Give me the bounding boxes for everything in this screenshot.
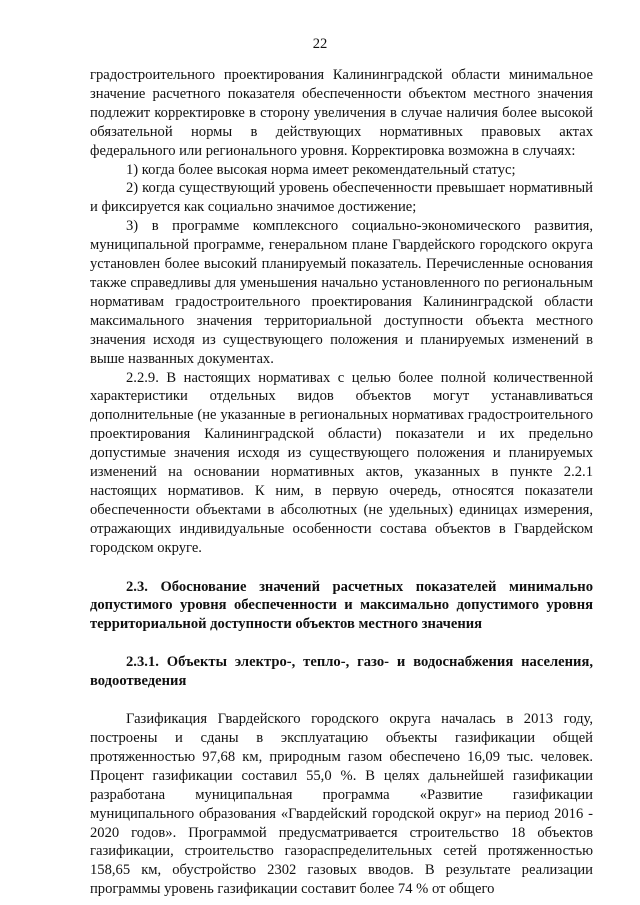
paragraph-continuation: градостроительного проектирования Калининградской области минимальное значение расчетного показателя обеспеченности объектом местного значения подлежит корректировке в сторону увеличения в случае наличия более высокой обязательной нормы в действующих нормативных правовых актах федерального или регионального уровня. Корректировка возможна в случаях: xyxy=(90,67,593,159)
section-heading-2-3-1: 2.3.1. Объекты электро-, тепло-, газо- и водоснабжения населения, водоотведения xyxy=(90,654,593,690)
list-item-1: 1) когда более высокая норма имеет рекомендательный статус; xyxy=(126,161,516,178)
list-item-2: 2) когда существующий уровень обеспеченности превышает нормативный и фиксируется как социально значимое достижение; xyxy=(90,180,593,216)
page-number: 22 xyxy=(312,36,328,52)
document-body xyxy=(90,66,593,899)
paragraph-2-2-9: 2.2.9. В настоящих нормативах с целью более полной количественной характеристики отдельных видов объектов могут устанавливаться дополнительные (не указанные в региональных нормативах градостроительного проектирования Калининградской области) показатели и их предельно допустимые значения исходя из существующего положения и планируемых изменений на основании нормативных актов, указанных в пункте 2.2.1 настоящих нормативов. К ним, в первую очередь, относятся показатели обеспеченности объектами в абсолютных (не удельных) единицах измерения, отражающих индивидуальные особенности состава объектов в Гвардейском городском округе. xyxy=(90,369,593,556)
paragraph-gasification: Газификация Гвардейского городского округа началась в 2013 году, построены и сданы в эксплуатацию объекты газификации общей протяженностью 97,68 км, природным газом обеспечено 16,09 тыс. человек. Процент газификации составил 55,0 %. В целях дальнейшей газификации разработана муниципальная программа «Развитие газификации муниципального образования «Гвардейский городской округ» на период 2016 - 2020 годов». Программой предусматривается строительство 18 объектов газификации, строительство газораспределительных сетей протяженностью 158,65 км, обустройство 2302 газовых вводов. В результате реализации программы уровень газификации составит более 74 % от общего xyxy=(90,711,593,898)
list-item-3: 3) в программе комплексного социально-экономического развития, муниципальной программе, генеральном плане Гвардейского городского округа установлен более высокий планируемый показатель. Перечисленные основания также справедливы для уменьшения начально установленного по региональным нормативам градостроительного проектирования Калининградской области максимального значения территориальной доступности объекта местного значения исходя из существующего положения и планируемых изменений в выше названных документах. xyxy=(90,218,593,367)
section-heading-2-3: 2.3. Обоснование значений расчетных показателей минимально допустимого уровня обеспеченности и максимально допустимого уровня территориальной доступности объектов местного значения xyxy=(90,578,593,633)
